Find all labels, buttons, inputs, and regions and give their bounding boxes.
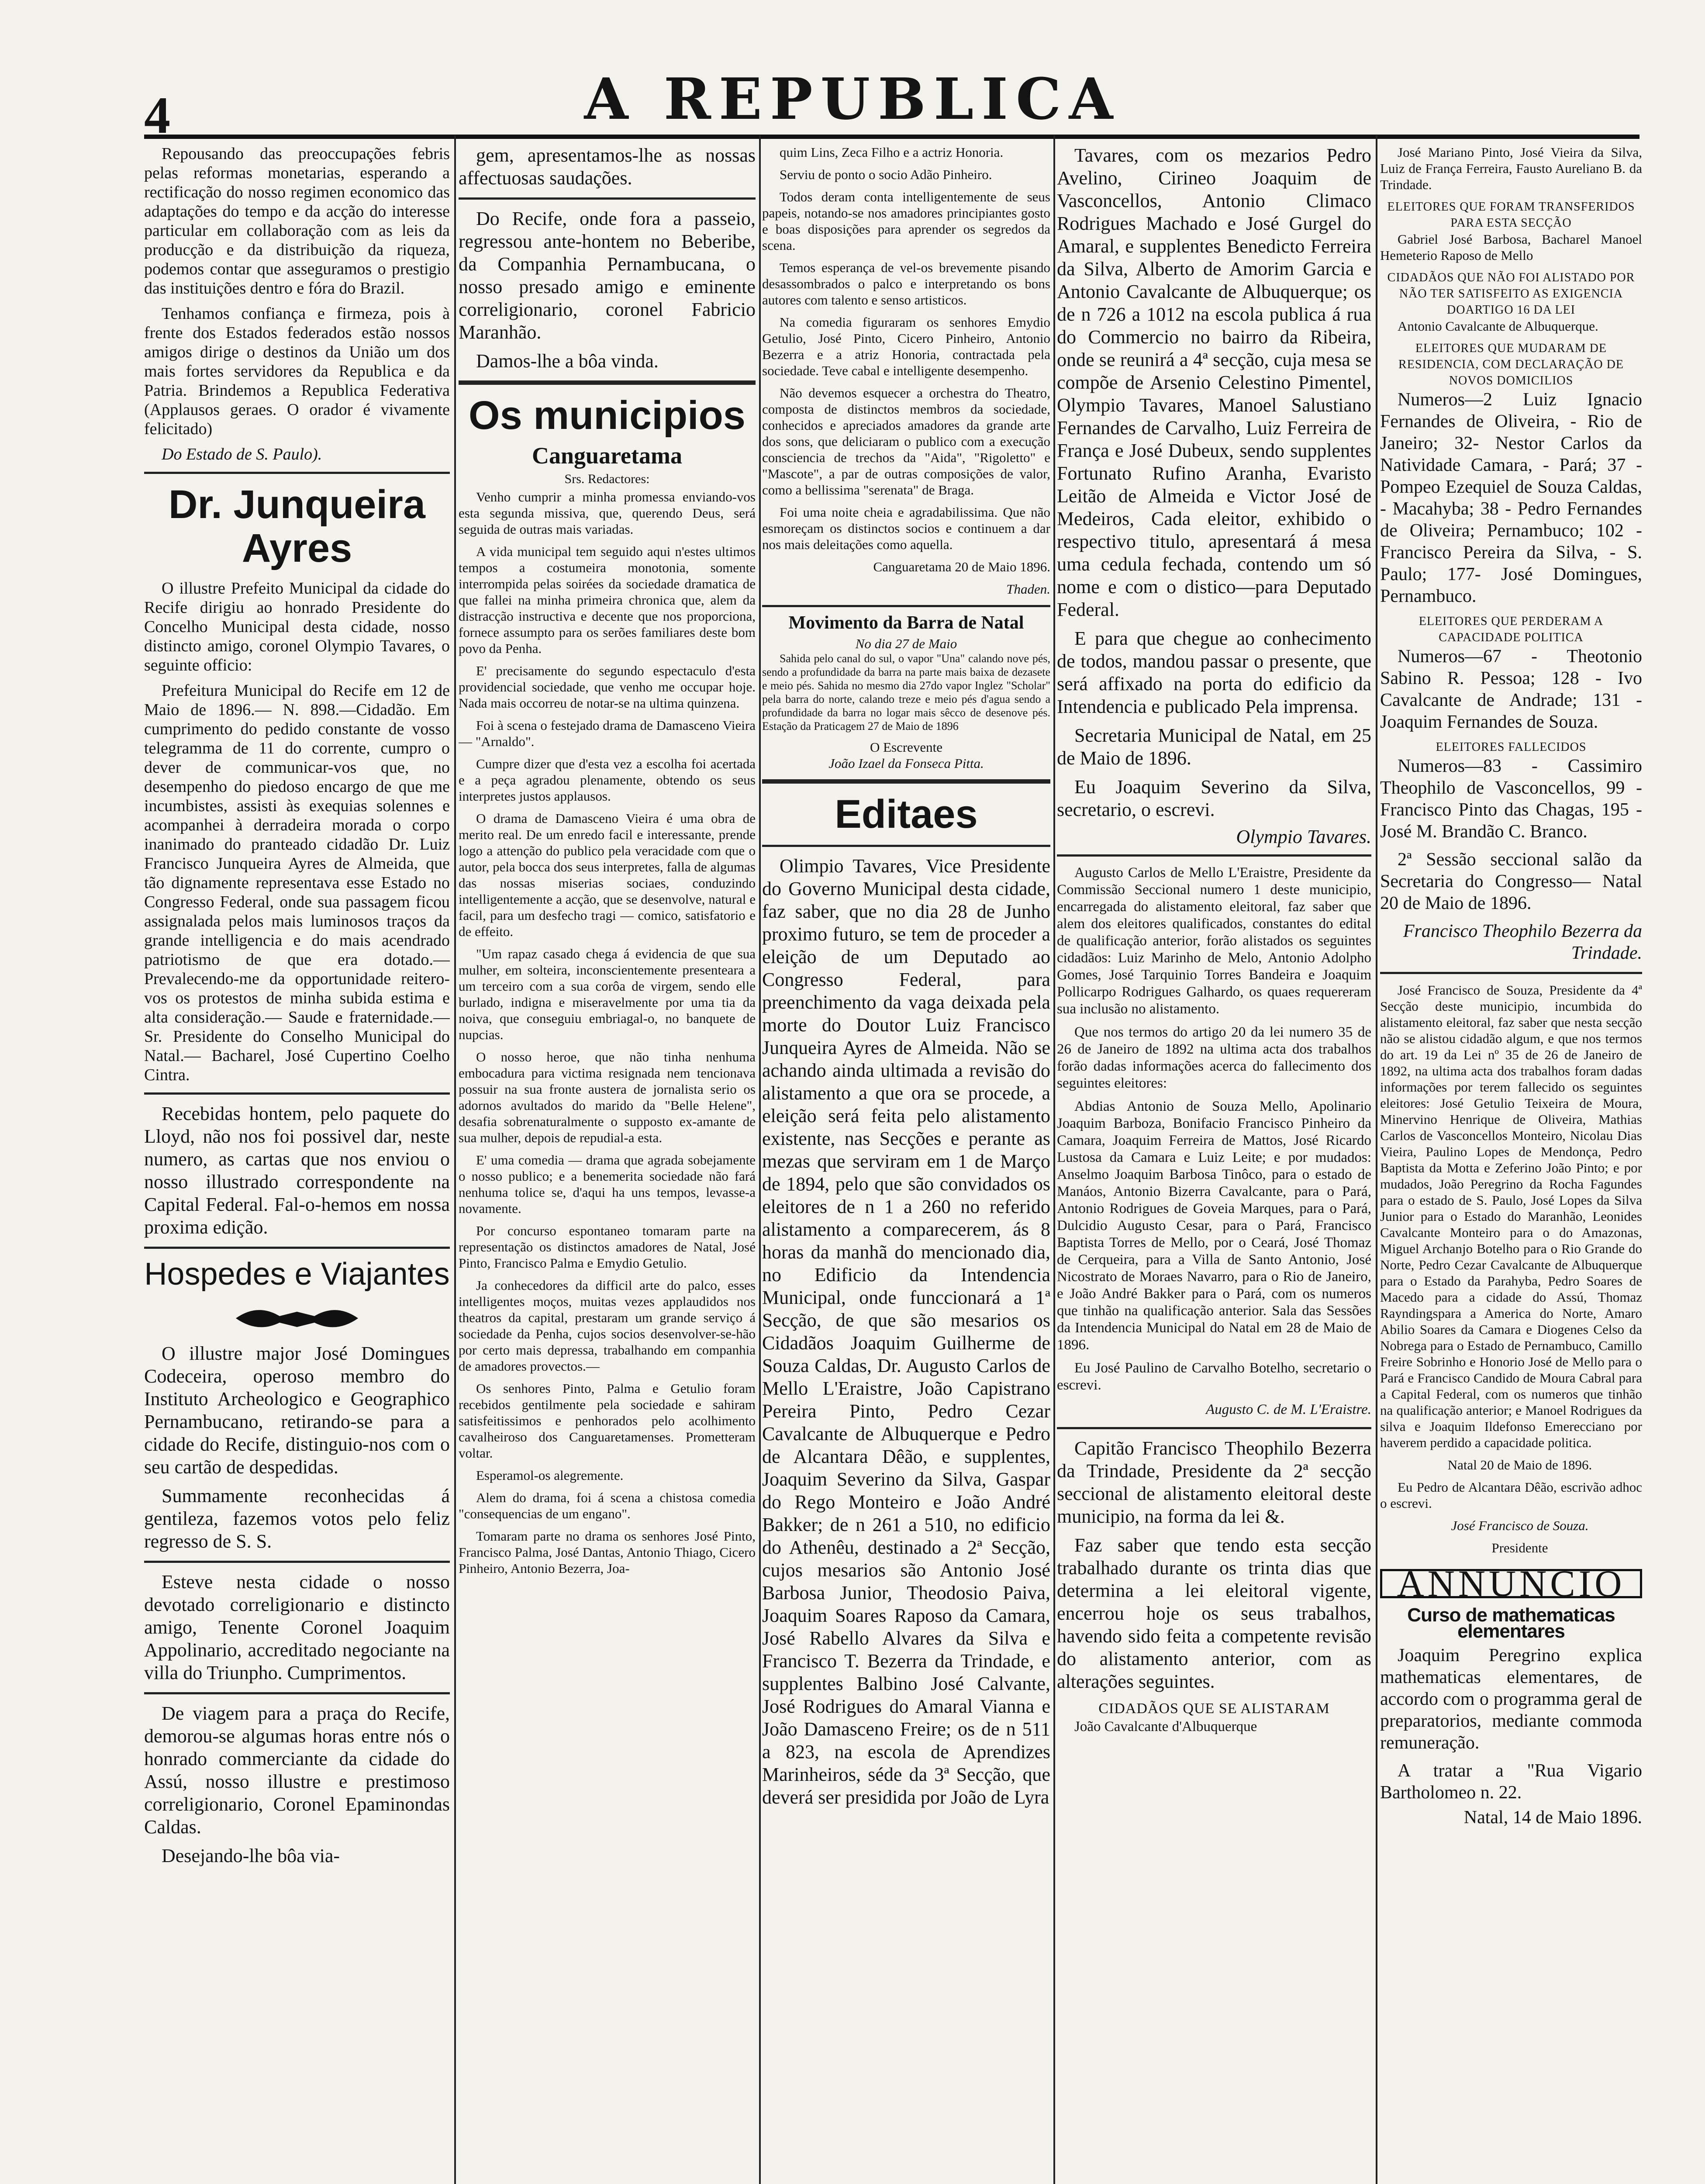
paragraph: Secretaria Municipal de Natal, em 25 de Maio de 1896. (1057, 725, 1371, 769)
divider (762, 779, 1050, 784)
paragraph: Numeros—2 Luiz Ignacio Fernandes de Oliveira, - Rio de Janeiro; 32- Nestor Carlos da Natividade Camara, - Pará; 37 - Pompeo Ezequiel de Souza Caldas, - Macahyba; 38 - Pedro Fernandes de Oliveira; Pernambuco; 102 - Francisco Pereira da Silva, - S. Paulo; 177- José Domingues, Pernambuco. (1380, 390, 1642, 606)
paragraph: Prefeitura Municipal do Recife em 12 de Maio de 1896.— N. 898.—Cidadão. Em cumprimento do pedido constante de vosso telegramma de 11 do corrente, cumpro o dever de communicar-vos que, no desempenho do piedoso encargo de que me incumbistes, assisti às exequias solennes e acompanhei à derradeira morada o corpo inanimado do pranteado cidadão Dr. Luiz Francisco Junqueira Ayres de Almeida, que tão dignamente representava esse Estado no Congresso Federal, onde sua passagem ficou assignalada pelos mais luminosos traços da grande intelligencia e do mais acendrado patriotismo de que era dotado.— Prevalecendo-me da opportunidade reitero-vos os protestos de minha subida estima e alta consideração.— Saude e fraternidade.— Sr. Presidente do Conselho Municipal do Natal.— Bacharel, José Cupertino Coelho Cintra. (144, 681, 450, 1084)
headline: Hospedes e Viajantes (144, 1257, 450, 1292)
divider (762, 845, 1050, 847)
paragraph: Natal, 14 de Maio 1896. (1463, 1807, 1642, 1828)
paragraph: Tomaram parte no drama os senhores José Pinto, Francisco Palma, José Dantas, Antonio Thiago, Cicero Pinheiro, Antonio Bezerra, Joa- (459, 1528, 756, 1576)
paragraph: Numeros—83 - Cassimiro Theophilo de Vasconcellos, 99 - Francisco Pinto das Chagas, 195 - José M. Brandão C. Branco. (1380, 756, 1642, 842)
signature: Francisco Theophilo Bezerra da Trindade. (1403, 921, 1642, 963)
headline: Editaes (835, 792, 978, 836)
divider (762, 605, 1050, 607)
paragraph: Foi uma noite cheia e agradabilissima. Que não esmoreçam os distinctos socios e continuem a dar nos mais deleitações como aquella. (762, 505, 1050, 552)
divider (144, 472, 450, 474)
paragraph: A vida municipal tem seguido aqui n'estes ultimos tempos a costumeira monotonia, somente interrompida pelas soirées da sociedade dramatica de que fallei na minha primeira chronica que, alem da distracção instructiva e decente que nos proporciona, fornece assumpto para os serões familiares deste bom povo da Penha. (459, 544, 756, 656)
column-3 (762, 144, 1050, 2184)
column-4 (1057, 144, 1371, 2184)
signature-title: Presidente (1491, 1540, 1548, 1555)
paragraph: Tenhamos confiança e firmeza, pois à frente dos Estados federados estão nossos amigos dirige o destinos da União um dos mais fortes servidores da Republica e da Patria. Brindemos a Republica Federativa (Applausos geraes. O orador é vivamente felicitado) (144, 304, 450, 438)
paragraph: Não devemos esquecer a orchestra do Theatro, composta de distinctos membros da sociedade, conhecidos e apreciados amadores da grande arte dos sons, que deliciaram o publico com a execução consciencia de trechos da "Aida", "Rigoletto" e "Mascote", a par de outras composições de valor, como a bellissima "serenata" de Braga. (762, 385, 1050, 498)
paragraph: O nosso heroe, que não tinha nenhuma embocadura para victima resignada nem tencionava possuir na sua fronte austera de jornalista serio os adornos avultados do marido da "Belle Helene", desafia sobrenaturalmente o supposto ex-amante de sua mulher, depois de repudial-a esta. (459, 1049, 756, 1145)
section-heading: CIDADÃOS QUE NÃO FOI ALISTADO POR NÃO TER SATISFEITO AS EXIGENCIA DOARTIGO 16 DA LEI (1387, 271, 1635, 317)
signature: Olympio Tavares. (1236, 826, 1371, 847)
paragraph: Serviu de ponto o socio Adão Pinheiro. (780, 167, 992, 182)
column-2 (459, 144, 756, 2184)
section-heading: ELEITORES QUE FORAM TRANSFERIDOS PARA ESTA SECÇÃO (1387, 200, 1635, 230)
paragraph: Joaquim Peregrino explica mathematicas elementares, de accordo com o programma geral de preparatorios, mediante commoda remuneração. (1380, 1645, 1642, 1753)
divider (459, 197, 756, 200)
paragraph: Esperamol-os alegremente. (476, 1468, 624, 1483)
paragraph: José Francisco de Souza, Presidente da 4ª Secção deste municipio, incumbida do alistamento eleitoral, faz saber que nesta secção não se alistou cidadão algum, e que nos termos do art. 19 da Lei nº 35 de 26 de Janeiro de 1892, na ultima acta dos trabalhos foram dadas informações por terem fallecido os seguintes eleitores: José Getulio Teixeira de Moura, Minervino Henrique de Oliveira, Mathias Carlos de Vasconcellos Monteiro, Nicolau Dias Vieira, Paulino Lopes de Mendonça, Pedro Baptista da Motta e Zeferino João Pinto; e por mudados, João Peregrino da Rocha Fagundes para o estado de S. Paulo, José Lopes da Silva Junior para o Estado do Maranhão, Leonides Cavalcante Monteiro para o do Amazonas, Miguel Archanjo Botelho para o Rio Grande do Norte, Pedro Cezar Cavalcante de Albuquerque para o Estado da Parahyba, Pedro Soares de Macedo para a cidade do Assú, Thomaz Rayndingspara a America do Norte, Amaro Abilio Soares da Camara e Diogenes Celso da Nobrega para o Estado de Pernambuco, Camillo Freire Sobrinho e Honorio José de Mello para o Pará e Francisco Candido de Moura Cabral para a Capital Federal, com os numeros que tinhão na qualificação anterior; e Manoel Rodrigues da silva e Joaquim Ildefonso Emerecciano por haverem perdido a capacidade politica. (1380, 982, 1642, 1450)
paragraph: Venho cumprir a minha promessa enviando-vos esta segunda missiva, que, querendo Deus, será seguida de outras mais variadas. (459, 489, 756, 537)
annuncio-heading: ANNUNCIO (1380, 1569, 1642, 1598)
divider (144, 1092, 450, 1095)
divider (1380, 972, 1642, 974)
paragraph: Antonio Cavalcante de Albuquerque. (1398, 318, 1598, 334)
handshake-icon (231, 1299, 362, 1338)
paragraph: E para que chegue ao conhecimento de todos, mandou passar o presente, que será affixado na porta do edificio da Intendencia e publicado Pela imprensa. (1057, 628, 1371, 717)
section-heading: ELEITORES FALLECIDOS (1436, 740, 1587, 754)
paragraph: E' precisamente do segundo espectaculo d'esta providencial sociedade, que venho me occupar hoje. Nada mais occorreu de notar-se na ultima quinzena. (459, 663, 756, 711)
paragraph: Summamente reconhecidas á gentileza, fazemos votos pelo feliz regresso de S. S. (144, 1485, 450, 1552)
paragraph: Temos esperança de vel-os brevemente pisando desassombrados o palco e interpretando os bons autores com talento e senso artisticos. (762, 260, 1050, 308)
paragraph: Foi à scena o festejado drama de Damasceno Vieira — "Arnaldo". (459, 718, 756, 749)
clerk-name: João Izael da Fonseca Pitta. (828, 756, 984, 771)
paragraph: Por concurso espontaneo tomaram parte na representação os distinctos amadores de Natal, José Pinto, Francisco Palma e Emydio Getulio. (459, 1223, 756, 1271)
paragraph: O drama de Damasceno Vieira é uma obra de merito real. De um enredo facil e interessante, prende logo a attenção do publico pela veracidade com que o autor, pela bocca dos seus interpretes, falla de algumas das nossas miserias sociaes, conduzindo intelligentemente a acção, que se desenvolve, natural e facil, para um desfecho tragi — comico, satisfatorio e de effeito. (459, 811, 756, 939)
paragraph: Capitão Francisco Theophilo Bezerra da Trindade, Presidente da 2ª secção seccional de alistamento eleitoral deste municipio, na forma da lei &. (1057, 1438, 1371, 1527)
paragraph: Tavares, com os mezarios Pedro Avelino, Cirineo Joaquim de Vasconcellos, Antonio Climaco Rodrigues Machado e José Gurgel do Amaral, e supplentes Benedicto Ferreira da Silva, Alberto de Amorim Garcia e Antonio Cavalcante de Albuquerque; os de n 726 a 1012 na escola publica á rua do Commercio no bairro da Ribeira, onde se reunirá a 4ª secção, cuja mesa se compõe de Arsenio Celestino Pimentel, Olympio Tavares, Manoel Salustiano Fernandes de Carvalho, Luiz Ferreira de França e José Dubeux, sendo supplentes Fortunato Rufino Aranha, Evaristo Leitão de Almeida e Victor José de Medeiros, Cada eleitor, exhibido o respectivo titulo, apresentará á mesa uma cedula fechada, contendo um só nome e com o distico—para Deputado Federal. (1057, 145, 1371, 620)
paragraph: Esteve nesta cidade o nosso devotado correligionario e distincto amigo, Tenente Coronel Joaquim Appolinario, accreditado negociante na villa do Triunpho. Cumprimentos. (144, 1571, 450, 1683)
signature: José Francisco de Souza. (1451, 1518, 1589, 1533)
paragraph: José Mariano Pinto, José Vieira da Silva, Luiz de França Ferreira, Fausto Aureliano B. da Trindade. (1380, 145, 1642, 192)
date: No dia 27 de Maio (855, 636, 957, 651)
ad-headline: Curso de mathematicas elementares (1407, 1604, 1615, 1642)
paragraph: Eu Joaquim Severino da Silva, secretario, o escrevi. (1057, 776, 1371, 820)
paragraph: Cumpre dizer que d'esta vez a escolha foi acertada e a peça agradou plenamente, obtendo os seus interpretes justos applausos. (459, 756, 756, 804)
column-rule (1376, 135, 1377, 2184)
divider (1057, 1427, 1371, 1429)
paragraph: Numeros—67 - Theotonio Sabino R. Pessoa; 128 - Ivo Cavalcante de Andrade; 131 - Joaquim Fernandes de Souza. (1380, 646, 1642, 732)
dateline: Canguaretama 20 de Maio 1896. (873, 559, 1050, 574)
paragraph: Na comedia figuraram os senhores Emydio Getulio, José Pinto, Cicero Pinheiro, Antonio Bezerra e a atriz Honoria, contractada pela sociedade. Teve cabal e intelligente desempenho. (762, 314, 1050, 378)
clerk-title: O Escrevente (870, 740, 943, 755)
masthead-rule (144, 135, 1639, 139)
paragraph: João Cavalcante d'Albuquerque (1074, 1719, 1257, 1735)
paragraph: "Um rapaz casado chega á evidencia de que sua mulher, em solteira, inconscientemente presenteara a um terceiro com a sua corôa de virgem, sendo elle burlado, indigna e miseravelmente por uma tia da noiva, que conseguiu embriagal-o, no banquete de nupcias. (459, 946, 756, 1042)
paragraph: Abdias Antonio de Souza Mello, Apolinario Joaquim Barboza, Bonifacio Francisco Pinheiro da Camara, Joaquim Ferreira de Mattos, José Ricardo Lustosa da Camara e Luiz Leite; e por mudados: Anselmo Joaquim Barbosa Tinôco, para o estado de Manáos, Antonio Bizerra Cavalcante, para o Pará, Antonio Rodrigues de Goveia Marques, para o Pará, Dulcidio Augusto Cesar, para o Pará, Francisco Baptista Torres de Mello, por o Ceará, José Thomaz de Cerqueira, para a Villa de Santo Antonio, José Nicostrato de Moraes Navarro, para o Rio de Janeiro, e João André Bakker para o Pará, com os numeros que tinhão na qualificação anterior. Sala das Sessões da Intendencia Municipal do Natal em 28 de Maio de 1896. (1057, 1099, 1371, 1353)
page-number: 4 (144, 86, 170, 144)
paragraph: gem, apresentamos-lhe as nossas affectuosas saudações. (459, 145, 756, 189)
subheadline: Canguaretama (532, 442, 682, 469)
column-5 (1380, 144, 1642, 2184)
divider (144, 1692, 450, 1694)
paragraph: Faz saber que tendo esta secção trabalhado durante os trinta dias que determina a lei eleitoral vigente, encerrou hoje os seus trabalhos, havendo sido feita a competente revisão do alistamento anterior, com as alterações seguintes. (1057, 1534, 1371, 1692)
divider (144, 1247, 450, 1249)
paragraph: Sahida pelo canal do sul, o vapor "Una" calando nove pés, sendo a profundidade da barra na parte mais baixa de dezasete e meio pés. Sahida no mesmo dia 27do vapor Inglez "Scholar" pela barra do norte, calando treze e meio pés d'agua sendo a profundidade da barra no logar mais sêcco de desenove pés. Estação da Praticagem 27 de Maio de 1896 (762, 652, 1050, 733)
paragraph: Os senhores Pinto, Palma e Getulio foram recebidos gentilmente pela sociedade e sahiram satisfeitissimos e penhorados pelo acolhimento cavalheiroso dos Canguaretamenses. Prometteram voltar. (459, 1381, 756, 1461)
section-heading: CIDADÃOS QUE SE ALISTARAM (1098, 1700, 1330, 1717)
paragraph: Do Recife, onde fora a passeio, regressou ante-hontem no Beberibe, da Companhia Pernambucana, o nosso presado amigo e eminente correligionario, coronel Fabricio Maranhão. (459, 208, 756, 343)
column-rule (454, 135, 456, 2184)
headline: Movimento da Barra de Natal (788, 613, 1024, 633)
paragraph: Que nos termos do artigo 20 da lei numero 35 de 26 de Janeiro de 1892 na ultima acta dos trabalhos forão dadas informações acerca do fallecimento dos seguintes eleitores: (1057, 1024, 1371, 1091)
paragraph: Ja conhecedores da difficil arte do palco, esses intelligentes moços, muitas vezes applaudidos nos theatros da capital, prestaram um grande serviço á sociedade da Penha, cujos socios desenvolver-se-hão por certo mais depressa, trabalhando em companhia de amadores provectos.— (459, 1278, 756, 1374)
paragraph: O illustre Prefeito Municipal da cidade do Recife dirigiu ao honrado Presidente do Concelho Municipal desta cidade, nosso distincto amigo, coronel Olympio Tavares, o seguinte officio: (144, 579, 450, 674)
paragraph: Desejando-lhe bôa via- (162, 1845, 340, 1866)
paragraph: 2ª Sessão seccional salão da Secretaria do Congresso— Natal 20 de Maio de 1896. (1380, 850, 1642, 913)
divider (459, 380, 756, 385)
paragraph: quim Lins, Zeca Filho e a actriz Honoria. (780, 145, 1004, 160)
paragraph: Augusto Carlos de Mello L'Eraistre, Presidente da Commissão Seccional numero 1 deste municipio, encarregada do alistamento eleitoral, faz saber que alem dos eleitores qualificados, constantes do edital de qualificação anterior, forão alistados os seguintes cidadãos: Luiz Marinho de Melo, Antonio Adolpho Gomes, José Tarquinio Torres Bandeira e Joaquim Pollicarpo Rodrigues Galhardo, os quaes requereram sua inclusão no alistamento. (1057, 865, 1371, 1017)
paragraph: Eu Pedro de Alcantara Dêão, escrivão adhoc o escrevi. (1380, 1479, 1642, 1511)
paragraph: Eu José Paulino de Carvalho Botelho, secretario o escrevi. (1057, 1360, 1371, 1393)
divider (144, 1561, 450, 1563)
divider (1057, 854, 1371, 857)
paragraph: Do Estado de S. Paulo). (162, 445, 322, 463)
headline: Dr. Junqueira Ayres (169, 482, 425, 570)
masthead-title: A REPUBLICA (584, 66, 1121, 132)
headline: Os municipios (469, 393, 746, 438)
paragraph: Gabriel José Barbosa, Bacharel Manoel Hemeterio Raposo de Mello (1380, 232, 1642, 263)
section-heading: ELEITORES QUE PERDERAM A CAPACIDADE POLITICA (1419, 615, 1604, 644)
paragraph: A tratar a "Rua Vigario Bartholomeo n. 22. (1380, 1761, 1642, 1803)
signature: Augusto C. de M. L'Eraistre. (1206, 1402, 1371, 1417)
paragraph: Recebidas hontem, pelo paquete do Lloyd, não nos foi possivel dar, neste numero, as cartas que nos enviou o nosso illustrado correspondente na Capital Federal. Fal-o-hemos em nossa proxima edição. (144, 1103, 450, 1238)
paragraph: Todos deram conta intelligentemente de seus papeis, notando-se nos amadores principiantes gosto e boas disposições para aprender os segredos da scena. (762, 189, 1050, 253)
column-rule (1053, 135, 1055, 2184)
paragraph: Damos-lhe a bôa vinda. (476, 350, 659, 372)
paragraph: De viagem para a praça do Recife, demorou-se algumas horas entre nós o honrado commerciante da cidade do Assú, nosso illustre e prestimoso correligionario, Coronel Epaminondas Caldas. (144, 1703, 450, 1838)
signature: Thaden. (1006, 581, 1050, 597)
paragraph: E' uma comedia — drama que agrada sobejamente o nosso publico; e a benemerita sociedade não fará nenhuma tolice se, d'aqui ha uns tempos, levasse-a novamente. (459, 1152, 756, 1216)
column-rule (759, 135, 761, 2184)
paragraph: Repousando das preoccupações febris pelas reformas monetarias, esperando a rectificação do nosso regimen economico das adaptações do tempo e da acção do interesse particular em collaboração com as leis da producção e da distribuição da riqueza, podemos contar que asseguramos o prestigio das instituições dentro e fóra do Brazil. (144, 145, 450, 297)
paragraph: O illustre major José Domingues Codeceira, operoso membro do Instituto Archeologico e Geographico Pernambucano, retirando-se para a cidade do Recife, distinguio-nos com o seu cartão de despedidas. (144, 1343, 450, 1478)
salutation: Srs. Redactores: (564, 472, 650, 486)
paragraph: Olimpio Tavares, Vice Presidente do Governo Municipal desta cidade, faz saber, que no dia 28 de Junho proximo futuro, se tem de proceder a eleição de um Deputado ao Congresso Federal, para preenchimento da vaga deixada pela morte do Doutor Luiz Francisco Junqueira Ayres de Almeida. Não se achando ainda ultimada a revisão do alistamento a que ora se procede, a eleição será feita pelo alistamento existente, nas Secções e perante as mezas que serviram em 1 de Março de 1894, pelo que são convidados os eleitores de n 1 a 260 no referido alistamento a comparecerem, ás 8 horas da manhã do mencionado dia, no Edificio da Intendencia Municipal, onde funccionará a 1ª Secção, de que são mesarios os Cidadãos Joaquim Guilherme de Souza Caldas, Dr. Augusto Carlos de Mello L'Eraistre, João Capistrano Pereira Pinto, Pedro Cezar Cavalcante de Albuquerque e Pedro de Alcantara Dêão, e supplentes, Joaquim Severino da Silva, Gaspar do Rego Monteiro e João André Bakker; de n 261 a 510, no edificio do Athenêu, destinado a 2ª Secção, cujos mesarios são Antonio José Barbosa Junior, Theodosio Paiva, Joaquim Soares Raposo da Camara, José Rabello Alvares da Silva e Francisco T. Bezerra da Trindade, e supplentes Balbino José Calvante, José Rodrigues do Amaral Vianna e João Damasceno Freire; os de n 511 a 823, na escola de Aprendizes Marinheiros, séde da 3ª Secção, que deverá ser presidida por João de Lyra (762, 855, 1050, 1808)
paragraph: Alem do drama, foi á scena a chistosa comedia "consequencias de um engano". (459, 1490, 756, 1521)
section-heading: ELEITORES QUE MUDARAM DE RESIDENCIA, COM DECLARAÇÃO DE NOVOS DOMICILIOS (1398, 342, 1624, 387)
column-1 (144, 144, 450, 2184)
paragraph: Natal 20 de Maio de 1896. (1447, 1457, 1592, 1472)
